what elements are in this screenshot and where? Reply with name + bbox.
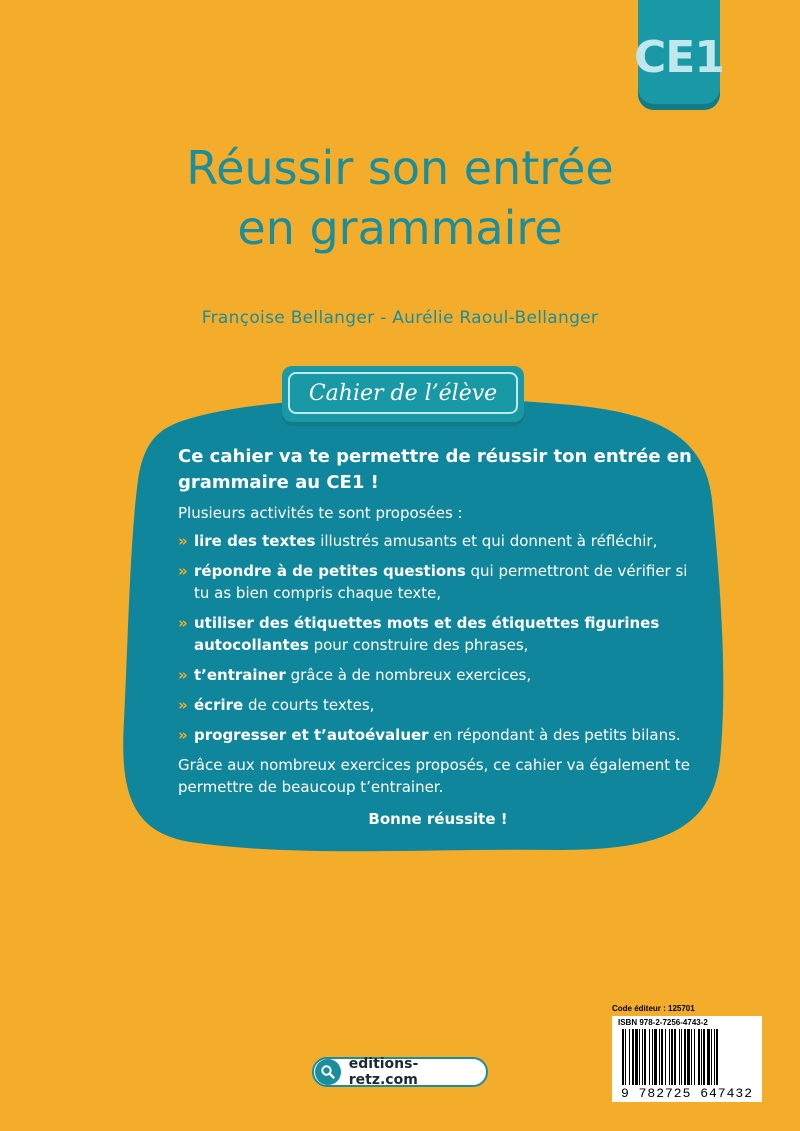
barcode-bar — [698, 1029, 700, 1085]
list-item — [178, 694, 698, 716]
list-item — [178, 612, 698, 656]
signoff-text: Bonne réussite ! — [368, 810, 508, 828]
barcode-bar — [691, 1029, 692, 1085]
bullet-icon: » — [178, 666, 188, 684]
barcode-bar — [642, 1029, 643, 1085]
barcode-bar — [674, 1029, 676, 1085]
description — [178, 444, 698, 830]
barcode-bar — [684, 1029, 686, 1085]
activity-rest: de courts textes, — [243, 696, 375, 714]
barcode-bar — [669, 1029, 670, 1085]
activity-rest: en répondant à des petits bilans. — [428, 726, 681, 744]
activity-bold: utiliser des étiquettes mots et des étiquettes figurines autocollantes — [194, 614, 660, 654]
list-item — [178, 724, 698, 746]
activity-rest: illustrés amusants et qui donnent à réfléchir, — [315, 532, 658, 550]
barcode-bar — [711, 1029, 712, 1085]
barcode-bars — [622, 1029, 752, 1085]
barcode-bar — [629, 1029, 630, 1085]
barcode-panel — [612, 1016, 762, 1102]
bullet-icon: » — [178, 696, 188, 714]
barcode-bar — [652, 1029, 653, 1085]
bullet-icon: » — [178, 532, 188, 550]
barcode-bar — [671, 1029, 673, 1085]
isbn-text: ISBN 978-2-7256-4743-2 — [618, 1018, 708, 1027]
barcode-bar — [654, 1029, 657, 1085]
barcode-area — [612, 1004, 762, 1104]
barcode-bar — [625, 1029, 626, 1085]
activity-bold: lire des textes — [194, 532, 316, 550]
list-item — [178, 530, 698, 552]
barcode-bar — [714, 1029, 715, 1085]
cahier-badge — [282, 366, 524, 422]
intro-text: Ce cahier va te permettre de réussir ton entrée en grammaire au CE1 ! — [178, 446, 692, 493]
bullet-icon: » — [178, 562, 188, 580]
ean-number: 9 782725 647432 — [620, 1086, 754, 1101]
list-item — [178, 664, 698, 686]
activity-list — [178, 530, 698, 746]
level-label: CE1 — [634, 31, 724, 83]
title-line-1: Réussir son entrée — [186, 141, 614, 195]
code-editeur: Code éditeur : 125701 — [612, 1004, 695, 1013]
barcode-bar — [701, 1029, 702, 1085]
closing-text: Grâce aux nombreux exercices proposés, ce cahier va également te permettre de beaucoup t’entrainer. — [178, 756, 690, 796]
website-label: editions-retz.com — [348, 1056, 419, 1088]
barcode-bar — [622, 1029, 624, 1085]
barcode-bar — [703, 1029, 705, 1085]
barcode-bar — [661, 1029, 663, 1085]
barcode-bar — [694, 1029, 695, 1085]
barcode-bar — [639, 1029, 640, 1085]
bullet-icon: » — [178, 726, 188, 744]
activity-bold: répondre à de petites questions — [194, 562, 466, 580]
activity-rest: grâce à de nombreux exercices, — [285, 666, 532, 684]
activity-bold: progresser et t’autoévaluer — [194, 726, 429, 744]
activity-bold: t’entrainer — [194, 666, 286, 684]
barcode-bar — [635, 1029, 638, 1085]
website-link[interactable] — [312, 1057, 488, 1087]
barcode-bar — [681, 1029, 682, 1085]
barcode-bar — [687, 1029, 690, 1085]
magnifier-globe-icon — [315, 1059, 341, 1085]
barcode-bar — [679, 1029, 680, 1085]
bullet-icon: » — [178, 614, 188, 632]
list-item — [178, 560, 698, 604]
barcode-bar — [649, 1029, 650, 1085]
authors: Françoise Bellanger - Aurélie Raoul-Bellanger — [201, 308, 599, 328]
cahier-badge-label: Cahier de l’élève — [288, 372, 518, 414]
barcode-bar — [632, 1029, 634, 1085]
barcode-bar — [707, 1029, 710, 1085]
barcode-bar — [665, 1029, 666, 1085]
activity-rest: pour construire des phrases, — [308, 636, 529, 654]
title-line-2: en grammaire — [237, 201, 563, 255]
barcode-bar — [716, 1029, 718, 1085]
barcode-bar — [659, 1029, 660, 1085]
activity-bold: écrire — [194, 696, 244, 714]
barcode-bar — [644, 1029, 646, 1085]
lead-text: Plusieurs activités te sont proposées : — [178, 504, 463, 522]
activity-rest: qui permettront de vérifier si tu as bien compris chaque texte, — [194, 562, 688, 602]
